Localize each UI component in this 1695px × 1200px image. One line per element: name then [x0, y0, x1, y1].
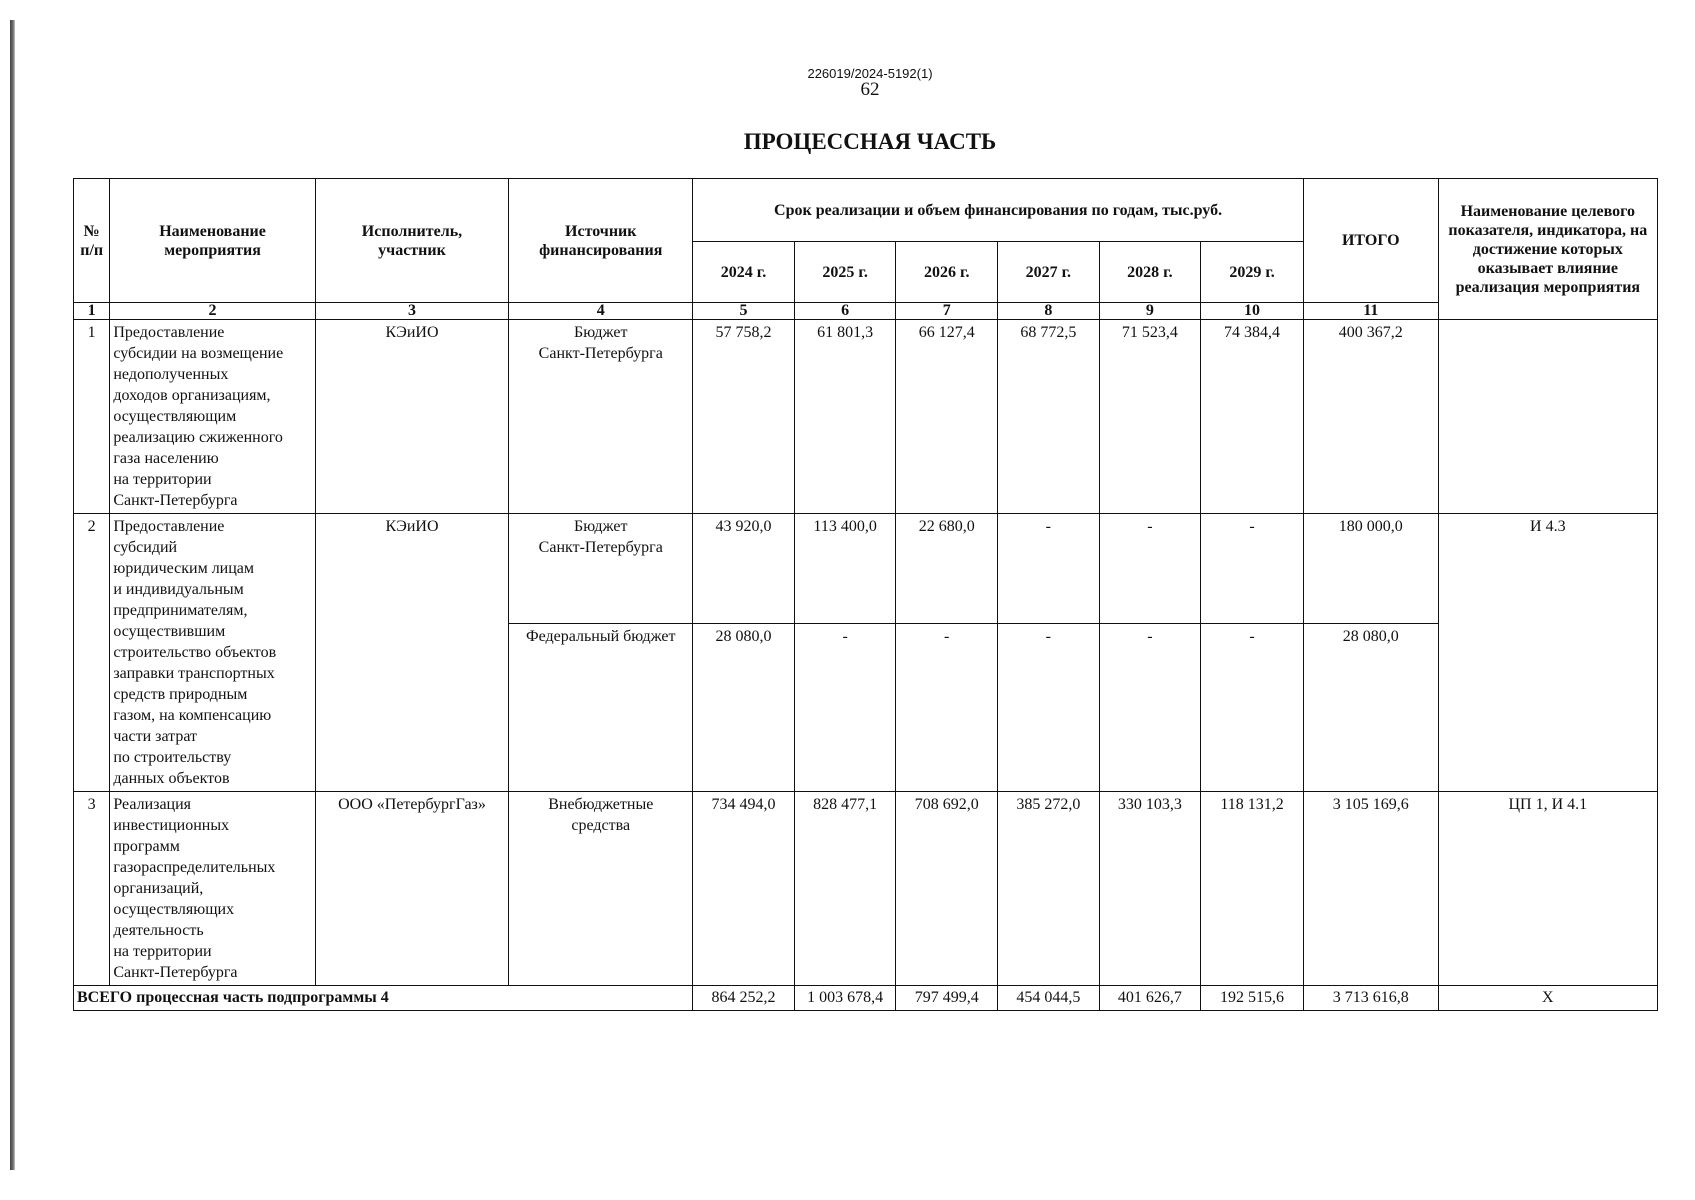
value-2026: -	[896, 623, 998, 791]
table-row	[74, 514, 1658, 624]
indicator	[1438, 320, 1657, 514]
row-total: 28 080,0	[1303, 623, 1438, 791]
col-number-11: 11	[1303, 303, 1438, 320]
header-year-2026: 2026 г.	[896, 242, 998, 303]
row-total: 180 000,0	[1303, 514, 1438, 624]
value-2027: -	[998, 623, 1100, 791]
scan-edge-shadow	[10, 20, 15, 1170]
value-2026: 708 692,0	[896, 792, 998, 986]
value-2028: 71 523,4	[1099, 320, 1201, 514]
value-2024: 43 920,0	[693, 514, 795, 624]
table-row	[74, 792, 1658, 986]
funding-source: Бюджет Санкт-Петербурга	[509, 514, 693, 624]
header-year-2027: 2027 г.	[998, 242, 1100, 303]
header-year-2028: 2028 г.	[1099, 242, 1201, 303]
indicator: ЦП 1, И 4.1	[1438, 792, 1657, 986]
activity-name: Реализация инвестиционных программ газораспределительных организаций, осуществляющих деятельность на территории Санкт-Петербурга	[110, 792, 315, 986]
col-number-2: 2	[110, 303, 315, 320]
col-number-4: 4	[509, 303, 693, 320]
value-2028: 330 103,3	[1099, 792, 1201, 986]
value-2029: 74 384,4	[1201, 320, 1304, 514]
header-num: № п/п	[74, 179, 110, 303]
page-title: ПРОЦЕССНАЯ ЧАСТЬ	[743, 129, 997, 154]
row-number: 1	[74, 320, 110, 514]
value-2024: 28 080,0	[693, 623, 795, 791]
executor: КЭиИО	[315, 320, 509, 514]
grand-total-indicator: Х	[1438, 986, 1657, 1011]
col-number-3: 3	[315, 303, 509, 320]
value-2028: -	[1099, 514, 1201, 624]
executor: ООО «ПетербургГаз»	[315, 792, 509, 986]
activity-name: Предоставление субсидий юридическим лицам и индивидуальным предпринимателям, осуществившим строительство объектов заправки транспортных средств природным газом, на компенсацию части затрат по строительству данных объектов	[110, 514, 315, 792]
activity-name: Предоставление субсидии на возмещение недополученных доходов организациям, осуществляющим реализацию сжиженного газа населению на территории Санкт-Петербурга	[110, 320, 315, 514]
col-number-6: 6	[794, 303, 896, 320]
value-2025: 113 400,0	[794, 514, 896, 624]
grand-total-label: ВСЕГО процессная часть подпрограммы 4	[74, 986, 693, 1011]
total-2028: 401 626,7	[1099, 986, 1201, 1011]
value-2024: 57 758,2	[693, 320, 795, 514]
executor: КЭиИО	[315, 514, 509, 792]
total-2025: 1 003 678,4	[794, 986, 896, 1011]
funding-source: Бюджет Санкт-Петербурга	[509, 320, 693, 514]
document-registration-number: 226019/2024-5192(1)	[807, 66, 933, 81]
header-year-2024: 2024 г.	[693, 242, 795, 303]
value-2025: -	[794, 623, 896, 791]
header-name: Наименование мероприятия	[110, 179, 315, 303]
value-2025: 61 801,3	[794, 320, 896, 514]
value-2027: -	[998, 514, 1100, 624]
grand-total: 3 713 616,8	[1303, 986, 1438, 1011]
row-total: 3 105 169,6	[1303, 792, 1438, 986]
value-2024: 734 494,0	[693, 792, 795, 986]
col-number-9: 9	[1099, 303, 1201, 320]
total-2027: 454 044,5	[998, 986, 1100, 1011]
funding-source: Федеральный бюджет	[509, 623, 693, 791]
indicator: И 4.3	[1438, 514, 1657, 792]
grand-total-row	[74, 986, 1658, 1011]
row-number: 2	[74, 514, 110, 792]
value-2028: -	[1099, 623, 1201, 791]
col-number-8: 8	[998, 303, 1100, 320]
row-number: 3	[74, 792, 110, 986]
row-total: 400 367,2	[1303, 320, 1438, 514]
value-2029: -	[1201, 514, 1304, 624]
value-2025: 828 477,1	[794, 792, 896, 986]
funding-source: Внебюджетные средства	[509, 792, 693, 986]
header-executor: Исполнитель, участник	[315, 179, 509, 303]
value-2027: 68 772,5	[998, 320, 1100, 514]
col-number-7: 7	[896, 303, 998, 320]
value-2027: 385 272,0	[998, 792, 1100, 986]
total-2024: 864 252,2	[693, 986, 795, 1011]
value-2029: -	[1201, 623, 1304, 791]
table-row	[74, 320, 1658, 514]
col-number-1: 1	[74, 303, 110, 320]
page-number: 62	[860, 79, 880, 100]
value-2029: 118 131,2	[1201, 792, 1304, 986]
header-row-top	[74, 179, 1658, 242]
column-number-row	[74, 303, 1658, 320]
total-2026: 797 499,4	[896, 986, 998, 1011]
value-2026: 66 127,4	[896, 320, 998, 514]
process-part-table	[73, 178, 1658, 1011]
header-period-group: Срок реализации и объем финансирования по годам, тыс.руб.	[693, 179, 1304, 242]
col-number-5: 5	[693, 303, 795, 320]
header-year-2029: 2029 г.	[1201, 242, 1304, 303]
header-year-2025: 2025 г.	[794, 242, 896, 303]
total-2029: 192 515,6	[1201, 986, 1304, 1011]
header-total: ИТОГО	[1303, 179, 1438, 303]
value-2026: 22 680,0	[896, 514, 998, 624]
col-number-10: 10	[1201, 303, 1304, 320]
header-source: Источник финансирования	[509, 179, 693, 303]
header-indicator: Наименование целевого показателя, индикатора, на достижение которых оказывает влияние реализация мероприятия	[1438, 179, 1657, 320]
